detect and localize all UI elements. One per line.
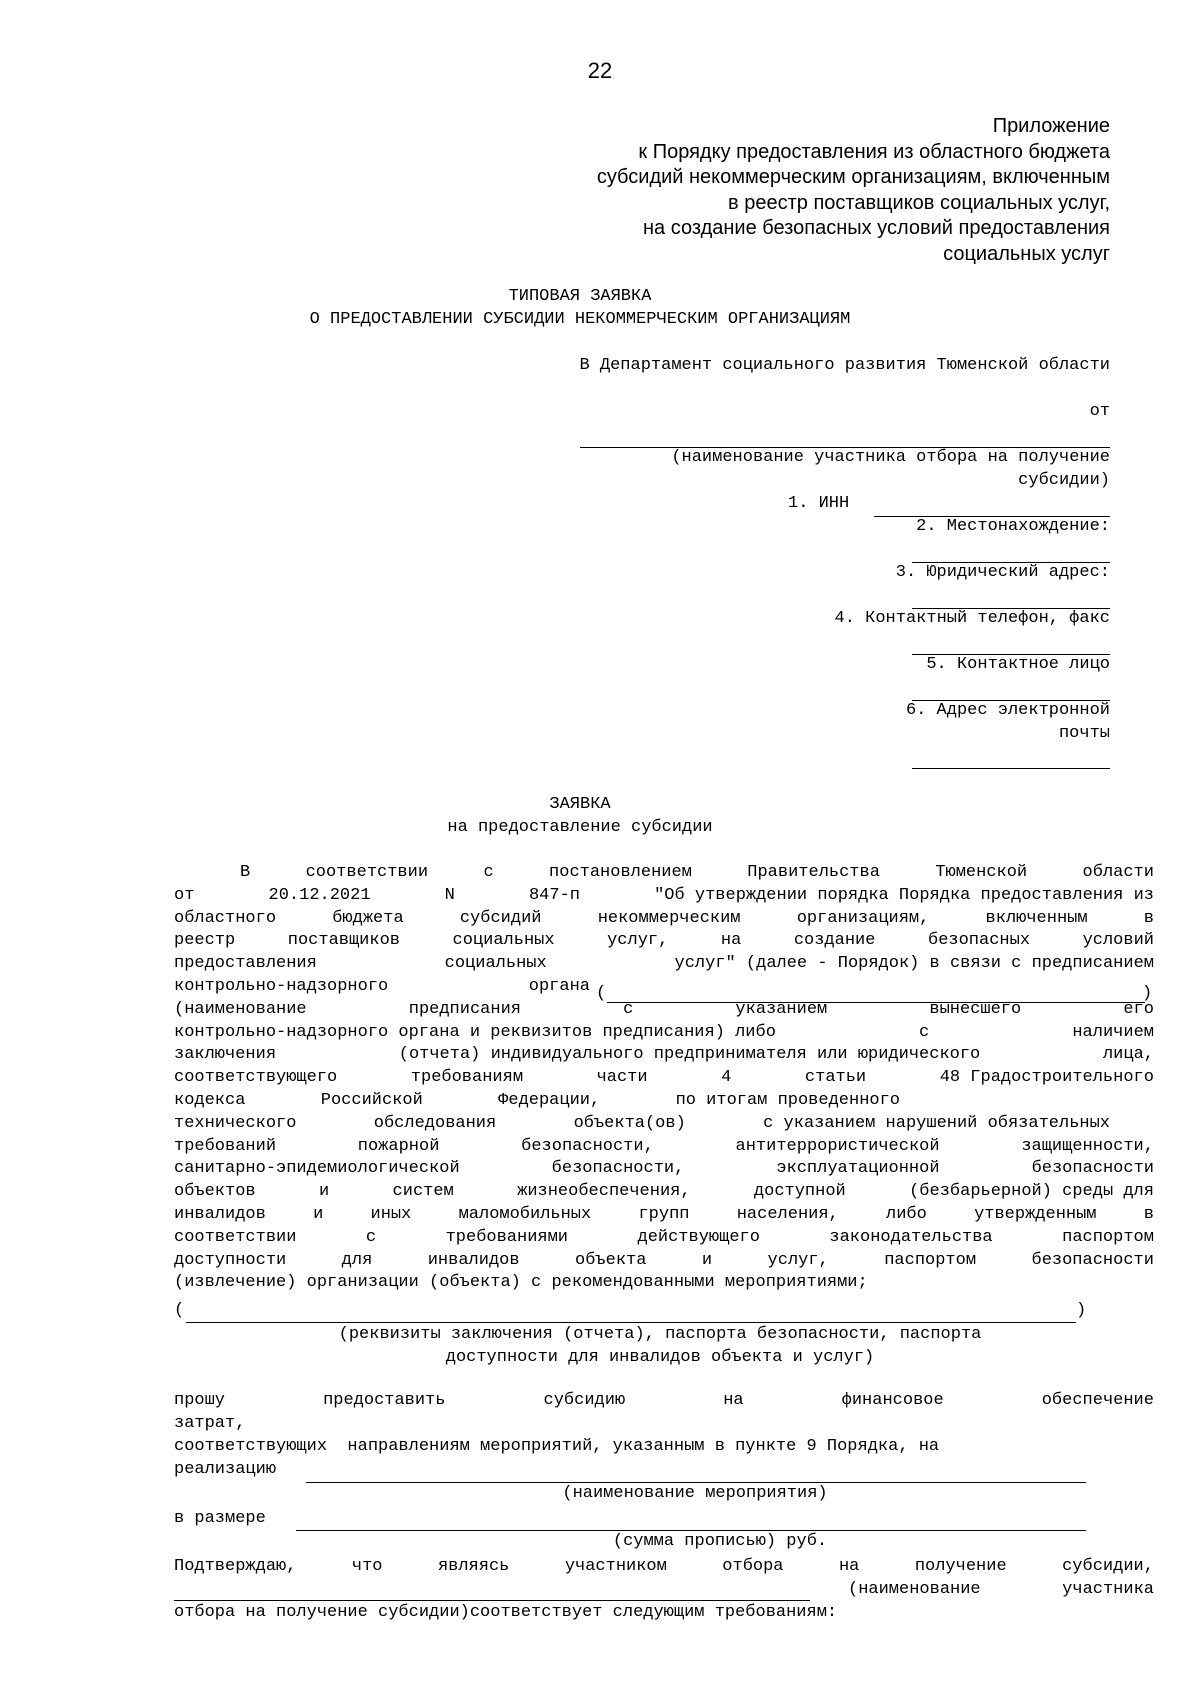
word: безопасности, <box>521 1136 654 1156</box>
appendix-line: на создание безопасных условий предоставления <box>643 217 1110 239</box>
word: включенным <box>985 908 1088 928</box>
word: "Об утверждении порядка Порядка предоставления из <box>654 885 1154 905</box>
word: области <box>1082 863 1154 882</box>
word: Российской <box>320 1091 423 1110</box>
word: бюджета <box>332 908 404 928</box>
word: предписания <box>408 999 521 1019</box>
participant-line[interactable] <box>174 1600 810 1601</box>
word: групп <box>638 1205 690 1224</box>
word: для <box>341 1250 373 1270</box>
email-label: почты <box>1058 724 1110 743</box>
word: на <box>720 931 742 951</box>
word: с <box>623 999 634 1019</box>
word: предоставления <box>174 954 317 974</box>
word: объекта(ов) <box>573 1113 686 1133</box>
word: услуг, <box>767 1250 829 1270</box>
paren-open: ( <box>596 984 607 1003</box>
word: объектов <box>174 1182 256 1202</box>
word: статьи <box>804 1068 867 1088</box>
word: требованиям <box>410 1068 524 1088</box>
text-line <box>174 1413 245 1436</box>
word: реестр <box>174 931 236 951</box>
event-caption: (наименование мероприятия) <box>562 1484 828 1503</box>
paren-close: ) <box>1142 984 1153 1003</box>
word: и <box>701 1250 713 1270</box>
text-line <box>174 976 590 999</box>
text-line <box>174 1158 1154 1181</box>
requisites-caption: (реквизиты заключения (отчета), паспорта безопасности, паспорта <box>338 1325 982 1344</box>
word: контрольно-надзорного органа и реквизитов предписания) либо <box>174 1022 776 1042</box>
word: 20.12.2021 <box>268 885 371 905</box>
word: 48 Градостроительного <box>939 1068 1154 1088</box>
word: требований <box>174 1136 277 1156</box>
inn-label: 1. ИНН <box>788 494 850 513</box>
word: контрольно-надзорного <box>174 977 389 996</box>
word: (наименование <box>174 999 307 1019</box>
word: по итогам проведенного <box>675 1091 900 1110</box>
word: (извлечение) организации (объекта) с рекомендованными мероприятиями; <box>174 1273 868 1293</box>
word: В <box>240 863 251 882</box>
word: технического <box>174 1113 297 1133</box>
location-label: 2. Местонахождение: <box>916 517 1110 536</box>
word: и <box>318 1182 330 1202</box>
word: паспортом <box>1062 1227 1154 1247</box>
word: требованиями <box>445 1227 569 1247</box>
word: услуг, <box>607 931 669 951</box>
word: 4 <box>721 1068 732 1088</box>
appendix-line: социальных услуг <box>943 242 1110 265</box>
word: являясь <box>437 1557 510 1576</box>
from-label: от <box>1089 402 1110 421</box>
word: от <box>174 885 195 905</box>
text-line <box>174 1390 1154 1413</box>
word: населения, <box>736 1205 839 1224</box>
page-number: 22 <box>587 58 613 83</box>
word: наличием <box>1072 1022 1154 1042</box>
word: инвалидов <box>427 1250 520 1270</box>
phone-fax-label: 4. Контактный телефон, факс <box>834 609 1110 628</box>
word: участника <box>1062 1580 1154 1599</box>
application-title: ЗАЯВКА <box>549 795 611 814</box>
authority-line[interactable] <box>607 1002 1145 1003</box>
word: соответствующего <box>174 1068 338 1088</box>
word: паспортом <box>884 1250 977 1270</box>
text-line <box>174 885 1154 908</box>
text-line <box>174 1090 900 1113</box>
paren-close: ) <box>1076 1301 1087 1320</box>
word: в <box>1143 1205 1154 1224</box>
word: на <box>723 1391 744 1410</box>
text-line <box>174 1136 1154 1159</box>
word: с указанием нарушений обязательных <box>763 1113 1110 1133</box>
word: субсидии, <box>1062 1557 1154 1576</box>
requisites-line[interactable] <box>186 1322 1076 1323</box>
text-line <box>174 1250 1154 1273</box>
word: реализацию <box>174 1460 277 1479</box>
word: прошу <box>174 1391 226 1410</box>
word: с <box>483 863 494 882</box>
word: затрат, <box>174 1414 246 1433</box>
word: законодательства <box>829 1227 993 1247</box>
word: постановлением <box>549 863 692 882</box>
applicant-caption: (наименование участника отбора на получение <box>671 448 1110 467</box>
word: органа <box>528 977 590 996</box>
word: обеспечение <box>1041 1391 1154 1410</box>
appendix-header <box>597 114 1110 267</box>
word: (безбарьерной) среды для <box>909 1182 1154 1202</box>
word: Тюменской <box>935 863 1028 882</box>
word: действующего <box>637 1227 760 1247</box>
text-line <box>174 1204 1154 1227</box>
email-line[interactable] <box>912 768 1110 769</box>
word: субсидий <box>459 908 542 928</box>
word: санитарно-эпидемиологической <box>174 1159 460 1179</box>
word: с <box>919 1022 930 1042</box>
applicant-caption: субсидии) <box>1018 471 1110 490</box>
word: N <box>444 885 455 905</box>
word: получение <box>914 1557 1007 1576</box>
word: Подтверждаю, <box>174 1557 297 1576</box>
word: доступности <box>174 1250 287 1270</box>
appendix-line: субсидий некоммерческим организациям, включенным <box>596 166 1110 188</box>
word: безопасности <box>1031 1250 1154 1270</box>
contact-person-label: 5. Контактное лицо <box>926 655 1110 674</box>
appendix-line: Приложение <box>992 115 1110 137</box>
text-line <box>174 1556 1154 1579</box>
word: указанием <box>735 999 828 1019</box>
word: систем <box>392 1182 454 1202</box>
form-title: ТИПОВАЯ ЗАЯВКА <box>508 287 652 306</box>
word: безопасности <box>1031 1159 1154 1179</box>
word: его <box>1123 999 1154 1019</box>
word: и <box>313 1205 324 1224</box>
word: инвалидов <box>174 1205 266 1224</box>
word: (отчета) индивидуального предпринимателя или юридического <box>398 1045 981 1065</box>
word: создание <box>793 931 876 951</box>
word: 847-п <box>528 885 580 905</box>
word: соответствующих направлениям мероприятий, указанным в пункте 9 Порядка, на <box>174 1437 940 1456</box>
word: субсидию <box>543 1391 626 1410</box>
legal-address-label: 3. Юридический адрес: <box>895 563 1110 582</box>
word: областного <box>174 908 277 928</box>
form-subtitle: О ПРЕДОСТАВЛЕНИИ СУБСИДИИ НЕКОММЕРЧЕСКИМ ОРГАНИЗАЦИЯМ <box>309 310 851 329</box>
word: иных <box>370 1205 412 1224</box>
word: антитеррористической <box>735 1136 940 1156</box>
word: защищенности, <box>1021 1136 1154 1156</box>
text-line <box>174 1022 1154 1045</box>
word: финансовое <box>841 1391 944 1410</box>
word: безопасности, <box>551 1159 685 1179</box>
word: (наименование <box>848 1580 981 1599</box>
word: пожарной <box>357 1136 440 1156</box>
word: некоммерческим <box>597 908 741 928</box>
word: с <box>365 1227 377 1247</box>
word: что <box>351 1557 383 1576</box>
word: маломобильных <box>458 1205 592 1224</box>
word: поставщиков <box>287 931 400 951</box>
word: отбора <box>722 1557 784 1576</box>
word: жизнеобеспечения, <box>517 1182 691 1202</box>
appendix-line: к Порядку предоставления из областного бюджета <box>638 140 1110 163</box>
word: объекта <box>575 1250 647 1270</box>
word: социальных <box>444 954 547 974</box>
email-label: 6. Адрес электронной <box>905 701 1110 720</box>
text-line <box>174 1044 1154 1067</box>
text-line <box>174 930 1154 953</box>
recipient-department: В Департамент социального развития Тюменской области <box>579 356 1110 375</box>
text-line <box>240 862 1154 885</box>
text-line <box>848 1579 1154 1602</box>
word: соответствии <box>305 863 429 882</box>
amount-caption: (сумма прописью) руб. <box>612 1532 828 1551</box>
word: участником <box>564 1557 667 1576</box>
text-line <box>174 908 1154 931</box>
word: лица, <box>1102 1045 1154 1065</box>
word: Правительства <box>747 863 880 882</box>
word: вынесшего <box>929 999 1022 1019</box>
appendix-line: в реестр поставщиков социальных услуг, <box>728 191 1110 214</box>
word: заключения <box>174 1045 277 1065</box>
word: услуг" (далее - Порядок) в связи с предписанием <box>674 954 1154 974</box>
paren-open: ( <box>174 1301 185 1320</box>
text-line <box>174 1436 939 1459</box>
word: безопасных <box>928 931 1031 951</box>
word: соответствии <box>174 1227 297 1247</box>
word: эксплуатационной <box>776 1159 940 1179</box>
text-line <box>174 953 1154 976</box>
word: утвержденным <box>974 1205 1097 1224</box>
amount-label: в размере <box>174 1509 266 1528</box>
application-subtitle: на предоставление субсидии <box>447 818 713 837</box>
word: организациям, <box>796 908 930 928</box>
word: предоставить <box>323 1391 446 1410</box>
word: обследования <box>373 1113 497 1133</box>
text-line <box>174 1272 868 1295</box>
word: доступной <box>753 1182 846 1202</box>
word: условий <box>1082 931 1154 951</box>
text-line <box>174 1113 1110 1136</box>
text-line <box>174 1067 1154 1090</box>
word: Федерации, <box>498 1091 601 1110</box>
word: в <box>1143 908 1154 928</box>
requisites-caption: доступности для инвалидов объекта и услуг) <box>445 1348 875 1367</box>
text-line <box>174 1181 1154 1204</box>
word: части <box>596 1068 648 1088</box>
word: на <box>838 1557 860 1576</box>
text-line <box>174 1227 1154 1250</box>
text-line <box>174 1459 276 1482</box>
word: кодекса <box>174 1091 246 1110</box>
word: социальных <box>452 931 555 951</box>
word: либо <box>886 1205 927 1224</box>
confirm-last-line: отбора на получение субсидии)соответствует следующим требованиям: <box>174 1603 838 1622</box>
